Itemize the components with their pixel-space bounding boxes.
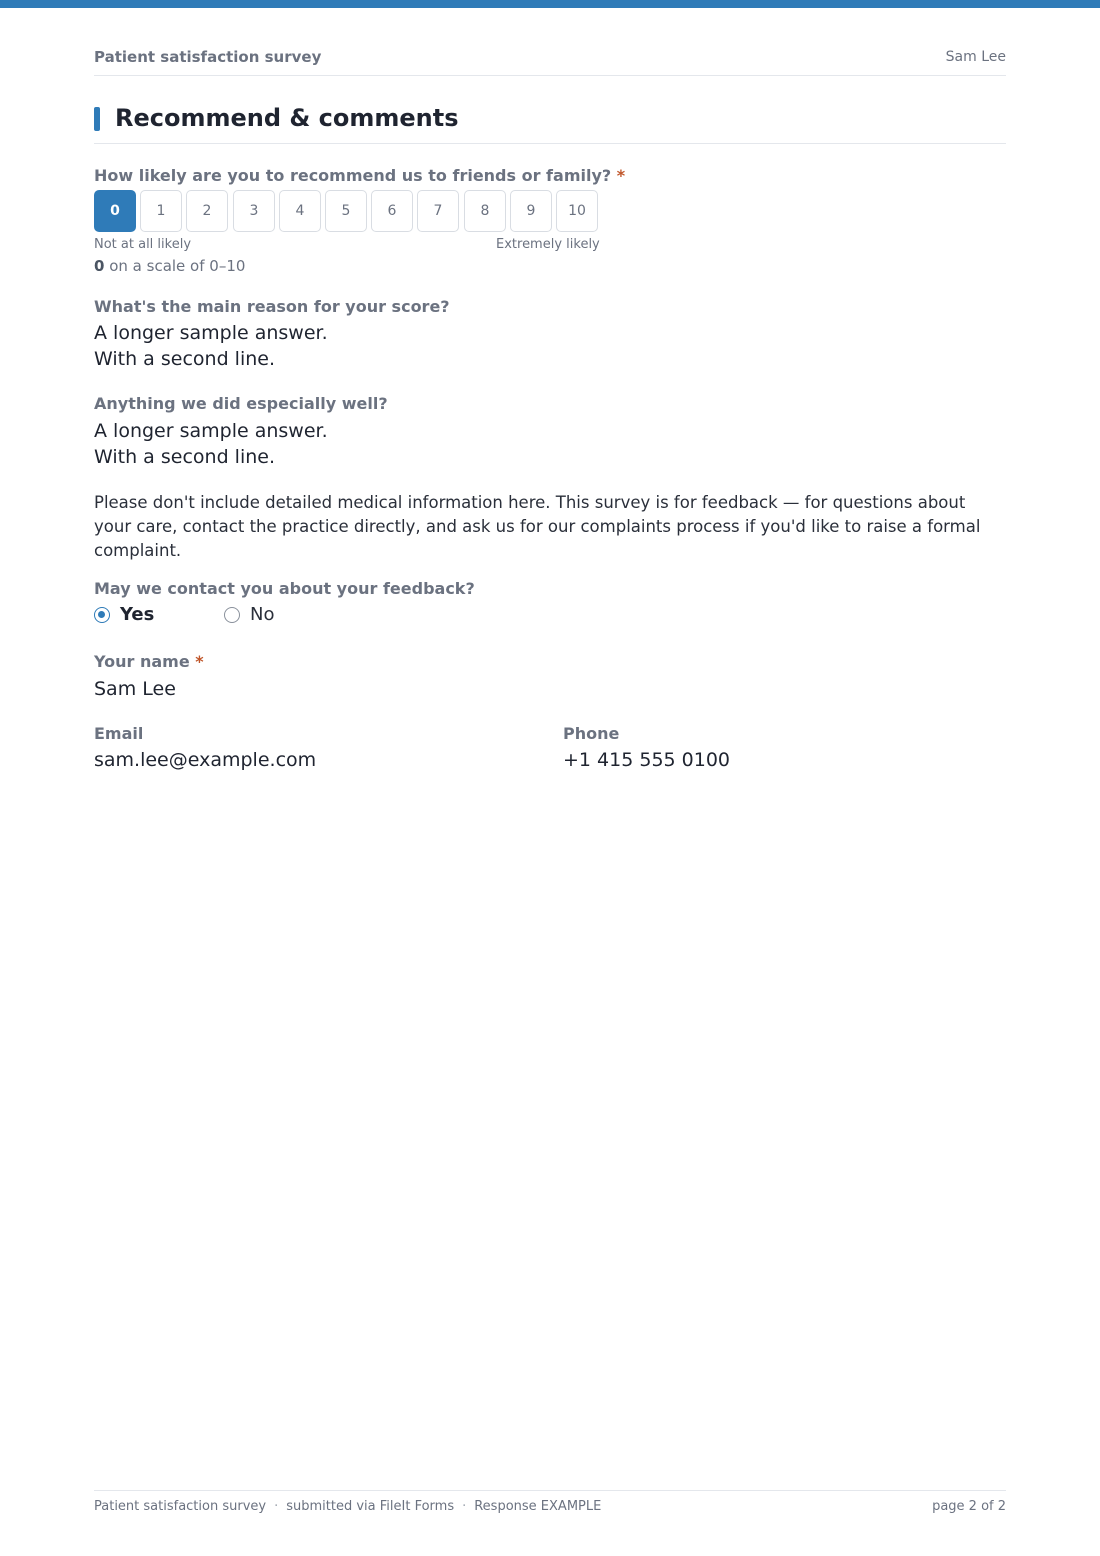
reason-answer-line-2: With a second line. — [94, 348, 275, 370]
scale-option-10[interactable]: 10 — [556, 190, 598, 232]
radio-unselected-icon — [224, 607, 240, 623]
page-footer — [94, 1490, 1006, 1520]
reason-answer-line-1: A longer sample answer. — [94, 322, 328, 344]
did-well-answer-line-2: With a second line. — [94, 446, 275, 468]
required-mark: * — [195, 652, 204, 671]
page-header — [94, 48, 1006, 76]
scale-option-6[interactable]: 6 — [371, 190, 413, 232]
scale-option-5[interactable]: 5 — [325, 190, 367, 232]
recommend-question-text: How likely are you to recommend us to friends or family? — [94, 166, 612, 185]
form-page — [94, 0, 1006, 1556]
footer-submitted: submitted via FileIt Forms — [286, 1499, 455, 1514]
recommend-question-label — [94, 166, 625, 185]
name-label-text: Your name — [94, 652, 190, 671]
did-well-question-label: Anything we did especially well? — [94, 394, 388, 413]
did-well-answer-line-1: A longer sample answer. — [94, 420, 328, 442]
scale-option-2[interactable]: 2 — [186, 190, 228, 232]
email-field-label: Email — [94, 724, 144, 743]
scale-option-0[interactable]: 0 — [94, 190, 136, 232]
footer-response: Response EXAMPLE — [474, 1499, 602, 1514]
scale-low-label: Not at all likely — [94, 237, 192, 252]
footer-form-name: Patient satisfaction survey — [94, 1499, 267, 1514]
scale-summary — [94, 257, 245, 275]
footer-page-number: page 2 of 2 — [932, 1499, 1006, 1514]
footer-separator: · — [462, 1499, 467, 1514]
scale-summary-text: on a scale of 0–10 — [109, 257, 246, 275]
scale-option-1[interactable]: 1 — [140, 190, 182, 232]
form-title: Patient satisfaction survey — [94, 48, 322, 66]
email-value: sam.lee@example.com — [94, 749, 317, 771]
footer-info — [94, 1499, 601, 1514]
reason-question-label: What's the main reason for your score? — [94, 297, 450, 316]
did-well-answer — [94, 418, 328, 470]
scale-option-9[interactable]: 9 — [510, 190, 552, 232]
footer-separator: · — [274, 1499, 279, 1514]
scale-option-4[interactable]: 4 — [279, 190, 321, 232]
scale-option-3[interactable]: 3 — [233, 190, 275, 232]
contact-no-label: No — [250, 604, 275, 625]
name-value: Sam Lee — [94, 678, 176, 700]
required-mark: * — [616, 166, 626, 185]
scale-summary-value: 0 — [94, 257, 105, 275]
scale-high-label: Extremely likely — [496, 237, 600, 252]
reason-answer — [94, 320, 328, 372]
section-header — [94, 104, 1006, 144]
respondent-name: Sam Lee — [945, 49, 1006, 65]
scale-option-7[interactable]: 7 — [417, 190, 459, 232]
radio-selected-icon — [94, 607, 110, 623]
section-title: Recommend & comments — [115, 104, 459, 132]
phone-value: +1 415 555 0100 — [563, 749, 731, 771]
contact-question-label: May we contact you about your feedback? — [94, 579, 475, 598]
name-field-label — [94, 652, 204, 671]
section-accent-bar — [94, 107, 100, 131]
privacy-note: Please don't include detailed medical information here. This survey is for feedback — for questions about your care, contact the practice directly, and ask us for our complaints process if you'd like to raise a formal complaint. — [94, 493, 981, 560]
scale-option-8[interactable]: 8 — [464, 190, 506, 232]
contact-yes-label: Yes — [120, 604, 155, 625]
phone-field-label: Phone — [563, 724, 620, 743]
